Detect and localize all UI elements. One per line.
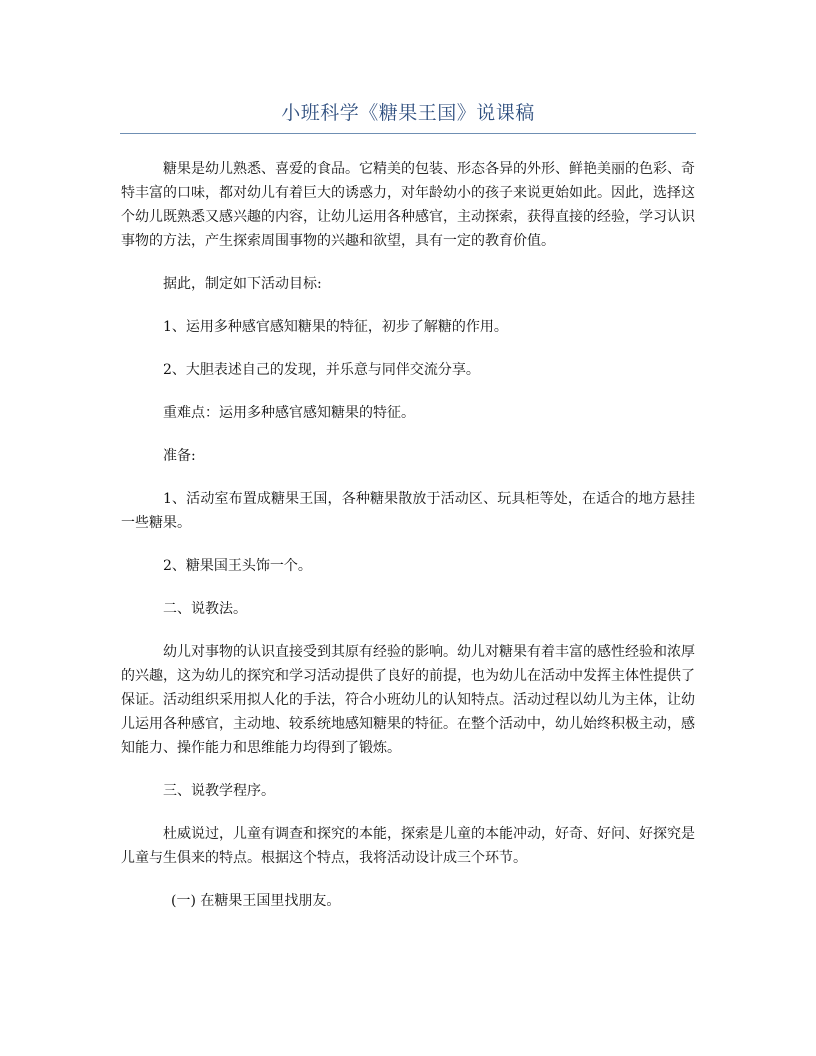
- paragraph-goal-1: 1、运用多种感官感知糖果的特征，初步了解糖的作用。: [163, 319, 508, 335]
- document-body: [121, 157, 695, 913]
- paragraph-key-point: 重难点：运用多种感官感知糖果的特征。: [163, 405, 415, 421]
- paragraph-preparation-1: 1、活动室布置成糖果王国，各种糖果散放于活动区、玩具柜等处，在适合的地方悬挂一些糖果。: [121, 491, 695, 531]
- paragraph-teaching-method: 幼儿对事物的认识直接受到其原有经验的影响。幼儿对糖果有着丰富的感性经验和浓厚的兴趣，这为幼儿的探究和学习活动提供了良好的前提，也为幼儿在活动中发挥主体性提供了保证。活动组织采用拟人化的手法，符合小班幼儿的认知特点。活动过程以幼儿为主体，让幼儿运用各种感官，主动地、较系统地感知糖果的特征。在整个活动中，幼儿始终积极主动，感知能力、操作能力和思维能力均得到了锻炼。: [121, 644, 695, 756]
- paragraph-goal-2: 2、大胆表述自己的发现，并乐意与同伴交流分享。: [163, 362, 480, 378]
- paragraph-teaching-procedure: 杜威说过，儿童有调查和探究的本能，探索是儿童的本能冲动，好奇、好问、好探究是儿童与生俱来的特点。根据这个特点，我将活动设计成三个环节。: [121, 826, 695, 866]
- paragraph-intro: 糖果是幼儿熟悉、喜爱的食品。它精美的包装、形态各异的外形、鲜艳美丽的色彩、奇特丰富的口味，都对幼儿有着巨大的诱惑力，对年龄幼小的孩子来说更始如此。因此，选择这个幼儿既熟悉又感兴趣的内容，让幼儿运用各种感官，主动探索，获得直接的经验，学习认识事物的方法，产生探索周围事物的兴趣和欲望，具有一定的教育价值。: [121, 161, 695, 249]
- document-title: 小班科学《糖果王国》说课稿: [281, 102, 535, 124]
- section-heading-teaching-method: 二、说教法。: [163, 601, 247, 617]
- section-heading-teaching-procedure: 三、说教学程序。: [163, 783, 275, 799]
- paragraph-preparation-2: 2、糖果国王头饰一个。: [163, 558, 312, 574]
- paragraph-goals-lead: 据此，制定如下活动目标:: [163, 276, 322, 292]
- title-divider: [120, 133, 696, 134]
- paragraph-preparation-heading: 准备:: [163, 448, 196, 464]
- subsection-heading-1: (一) 在糖果王国里找朋友。: [171, 893, 341, 909]
